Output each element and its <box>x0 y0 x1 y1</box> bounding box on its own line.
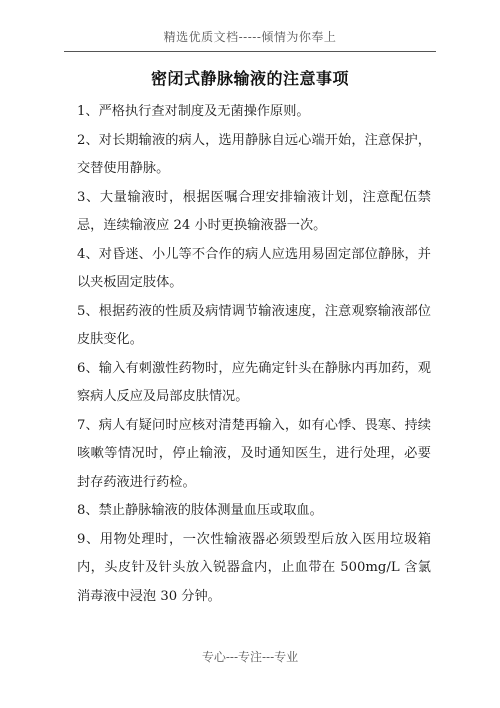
page-header: 精选优质文档-----倾情为你奉上 <box>163 30 337 44</box>
list-item-7: 7、病人有疑问时应核对清楚再输入，如有心悸、畏寒、持续咳嗽等情况时，停止输液，及时通知医生，进行处理，必要封存药液进行药检。 <box>77 417 431 490</box>
list-item-4: 4、对昏迷、小儿等不合作的病人应选用易固定部位静脉，并以夹板固定肢体。 <box>77 246 431 290</box>
list-item-9: 9、用物处理时，一次性输液器必须毁型后放入医用垃圾箱内，头皮针及针头放入锐器盒内，止血带在 500mg/L 含氯消毒液中浸泡 30 分钟。 <box>77 531 431 604</box>
document-title: 密闭式静脉输液的注意事项 <box>150 69 349 88</box>
list-item-1: 1、严格执行查对制度及无菌操作原则。 <box>77 104 310 119</box>
list-item-6: 6、输入有刺激性药物时，应先确定针头在静脉内再加药，观察病人反应及局部皮肤情况。 <box>77 360 431 404</box>
page-footer: 专心---专注---专业 <box>201 650 299 664</box>
header-divider <box>64 51 436 52</box>
list-item-2: 2、对长期输液的病人，选用静脉自远心端开始，注意保护，交替使用静脉。 <box>77 132 431 176</box>
document-body <box>77 98 431 611</box>
list-item-5: 5、根据药液的性质及病情调节输液速度，注意观察输液部位皮肤变化。 <box>77 303 431 347</box>
list-item-3: 3、大量输液时，根据医嘱合理安排输液计划，注意配伍禁忌，连续输液应 24 小时更换输液器一次。 <box>77 189 431 233</box>
list-item-8: 8、禁止静脉输液的肢体测量血压或取血。 <box>77 503 323 518</box>
